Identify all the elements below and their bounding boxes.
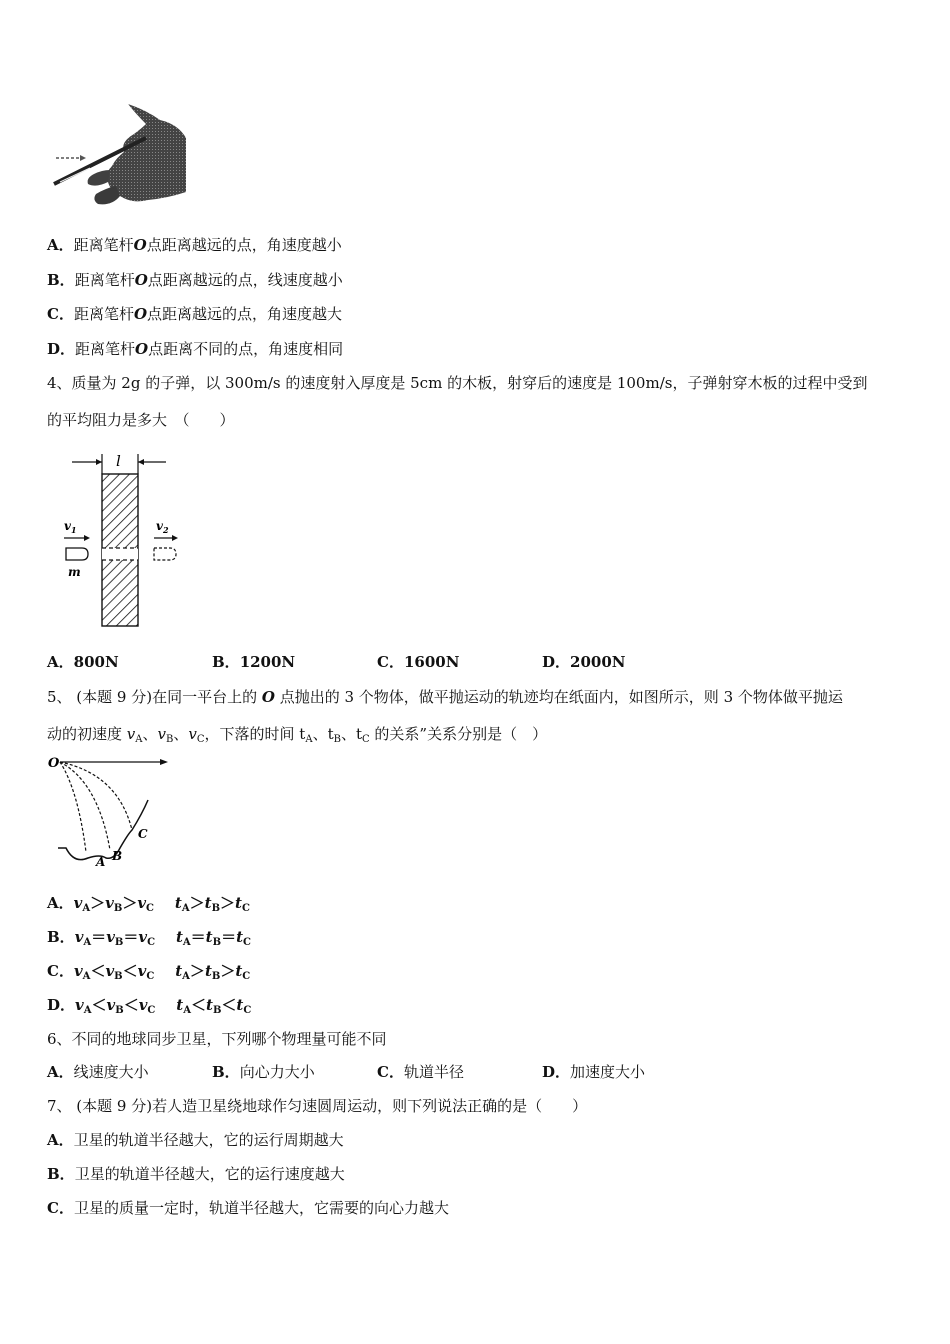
origin-label: O [48, 756, 60, 771]
option-d: D．加速度大小 [542, 1063, 646, 1081]
option-b: B．卫星的轨道半径越大，它的运行速度越大 [47, 1165, 345, 1183]
option-d: D．2000N [542, 653, 626, 671]
option-c: C．距离笔杆O点距离越远的点，角速度越大 [47, 305, 343, 323]
option-c: C．卫星的质量一定时，轨道半径越大，它需要的向心力越大 [47, 1199, 449, 1217]
point-b-label: B [112, 849, 123, 863]
option-a: A．卫星的轨道半径越大，它的运行周期越大 [47, 1131, 344, 1149]
point-c-label: C [138, 827, 148, 841]
question-4-stem-cont: 的平均阻力是多大 （ ） [47, 411, 235, 429]
option-c: C．轨道半径 [377, 1063, 464, 1081]
option-a: A．线速度大小 [47, 1063, 149, 1081]
option-b: B．距离笔杆O点距离越远的点，线速度越小 [47, 271, 343, 289]
option-d: D．距离笔杆O点距离不同的点，角速度相同 [47, 340, 344, 358]
v1-label: $v_1$ [64, 519, 77, 535]
point-a-label: A [96, 855, 106, 869]
pen-hand-figure [50, 98, 190, 210]
option-b: B．$v_A=v_B=v_C$ $t_A=t_B=t_C$ [47, 928, 251, 948]
option-b: B．向心力大小 [212, 1063, 315, 1081]
option-c: C．1600N [377, 653, 460, 671]
mass-label: m [68, 565, 81, 579]
option-a: A．距离笔杆O点距离越远的点，角速度越小 [47, 236, 342, 254]
board-thickness-label: l [116, 452, 121, 470]
option-b: B．1200N [212, 653, 296, 671]
question-5-stem-cont: 动的初速度 $v_A$、$v_B$、$v_C$，下落的时间 $t_A$、$t_B$、$t_C$ 的关系”关系分别是（ ） [47, 725, 548, 745]
question-5-stem: 5、 (本题 9 分)在同一平台上的 O 点抛出的 3 个物体，做平抛运动的轨迹均在纸面内，如图所示，则 3 个物体做平抛运 [47, 688, 843, 706]
option-a: A．$v_A>v_B>v_C$ $t_A>t_B>t_C$ [47, 894, 250, 914]
question-6-stem: 6、不同的地球同步卫星，下列哪个物理量可能不同 [47, 1030, 387, 1048]
question-4-stem: 4、质量为 2g 的子弹，以 300m/s 的速度射入厚度是 5cm 的木板，射穿后的速度是 100m/s，子弹射穿木板的过程中受到 [47, 374, 868, 392]
option-c: C．$v_A<v_B<v_C$ $t_A>t_B>t_C$ [47, 962, 251, 982]
option-a: A．800N [47, 653, 119, 671]
v2-label: $v_2$ [156, 519, 169, 535]
trajectory-figure [48, 752, 172, 870]
bullet-board-figure [58, 446, 188, 632]
question-7-stem: 7、 (本题 9 分)若人造卫星绕地球作匀速圆周运动，则下列说法正确的是（ ） [47, 1097, 588, 1115]
option-d: D．$v_A<v_B<v_C$ $t_A<t_B<t_C$ [47, 996, 252, 1016]
